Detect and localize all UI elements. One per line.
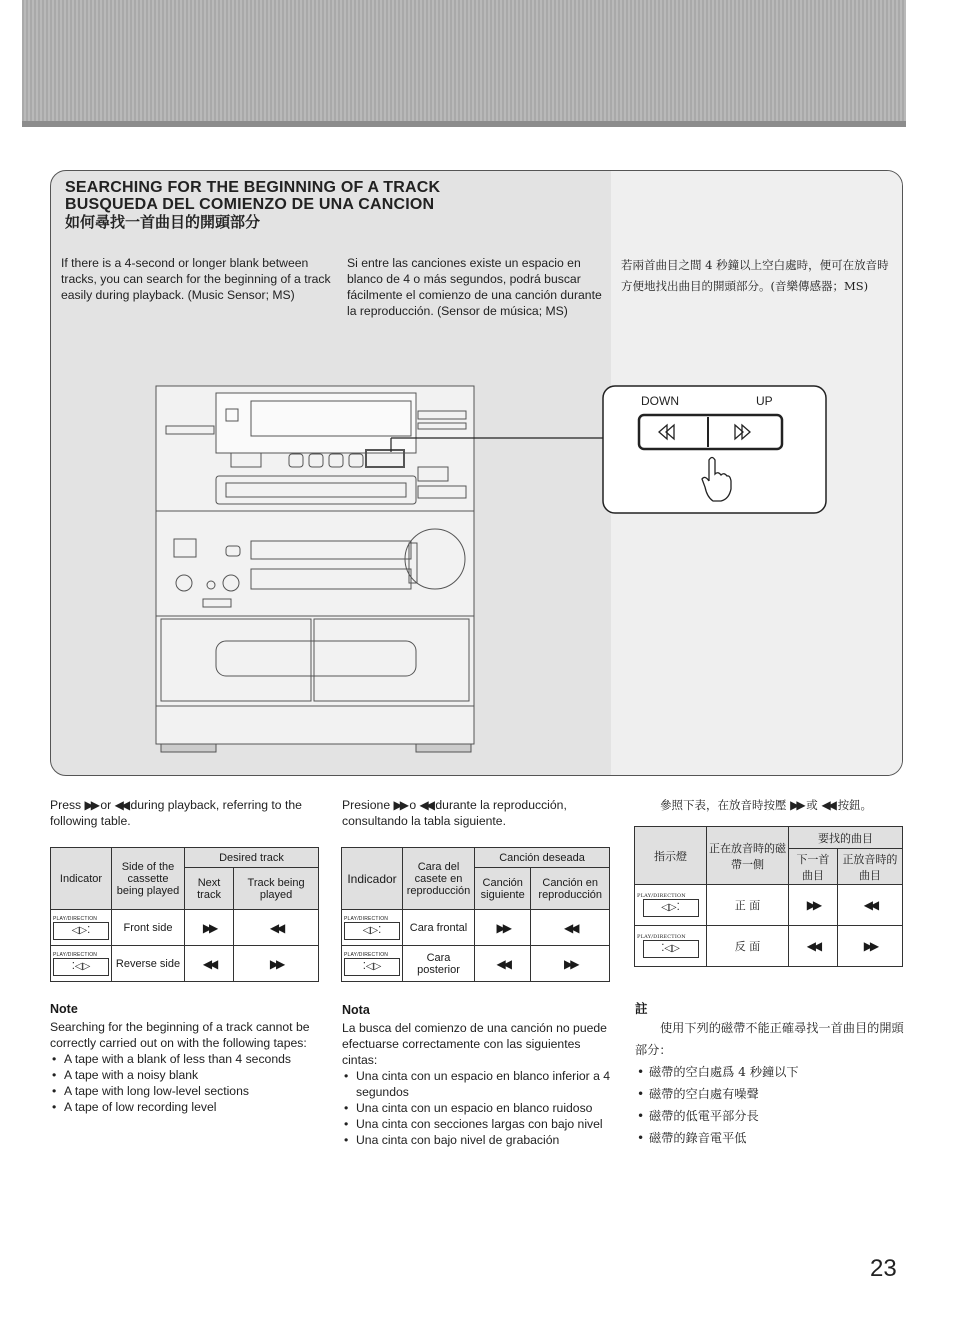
- cell-rew: ◀◀: [185, 946, 234, 982]
- th-desired: Desired track: [185, 848, 319, 868]
- indicator-reverse: [51, 946, 112, 982]
- indicator-front: [51, 910, 112, 946]
- display-panel: [216, 393, 416, 453]
- list-item: • A tape with a noisy blank: [50, 1067, 322, 1083]
- indicator-caption: PLAY/DIRECTION: [53, 915, 98, 922]
- cell-ff: ▶▶: [185, 910, 234, 946]
- th-side: Cara del casete en reproducción: [403, 848, 475, 910]
- note-body-en: [50, 1019, 322, 1115]
- ff-icon: ▶▶: [84, 798, 98, 812]
- instr-es-pre: Presione: [342, 798, 391, 812]
- indicator-caption: PLAY/DIRECTION: [344, 951, 389, 958]
- play-reverse-indicator-icon: ⁚◁▷: [53, 958, 109, 976]
- instr-en-post: during playback, referring to the following table.: [50, 798, 302, 828]
- note-intro-en: Searching for the beginning of a track cannot be correctly carried out on with the following tapes:: [50, 1020, 310, 1050]
- instruction-es: [342, 797, 612, 829]
- note-intro-es: La busca del comienzo de una canción no puede efectuarse correctamente con las siguientes cintas:: [342, 1021, 607, 1067]
- indicator-front: [635, 885, 707, 926]
- note-heading-zh: 註: [635, 1001, 648, 1016]
- row-reverse-side: 反 面: [707, 926, 789, 967]
- ff-icon: ▶▶: [790, 798, 803, 812]
- list-item: • Una cinta con bajo nivel de grabación: [342, 1132, 614, 1148]
- list-item: • 磁帶的空白處爲 4 秒鐘以下: [635, 1061, 907, 1083]
- section-panel: [50, 170, 903, 776]
- cell-ff: ▶▶: [789, 885, 838, 926]
- th-indicator: Indicador: [342, 848, 403, 910]
- th-side: Side of the cassette being played: [112, 848, 185, 910]
- cell-rew: ◀◀: [234, 910, 319, 946]
- title-zh: 如何尋找一首曲目的開頭部分: [65, 213, 261, 231]
- th-next: 下一首曲目: [789, 849, 838, 885]
- instr-zh-post: 按鈕。: [837, 798, 873, 812]
- indicator-front: [342, 910, 403, 946]
- ff-icon: ▶▶: [393, 798, 406, 812]
- table-es: [341, 847, 610, 982]
- indicator-reverse: [342, 946, 403, 982]
- note-list-zh: [635, 1061, 907, 1149]
- intro-en: If there is a 4-second or longer blank between tracks, you can search for the beginning of a track easily during playback. (Music Sensor; MS): [61, 256, 331, 302]
- note-heading-es: Nota: [342, 1003, 370, 1017]
- th-next: Next track: [185, 868, 234, 910]
- page-number: 23: [870, 1255, 897, 1282]
- list-item: • A tape with long low-level sections: [50, 1083, 322, 1099]
- intro-es: Si entre las canciones existe un espacio en blanco de 4 o más segundos, podrá buscar fácilmente el comienzo de una canción durante la reproducción. (Sensor de música; MS): [347, 256, 602, 318]
- th-being: 正放音時的曲目: [837, 849, 902, 885]
- note-body-es: [342, 1020, 614, 1148]
- indicator-caption: PLAY/DIRECTION: [637, 934, 686, 940]
- instr-en-or: or: [100, 798, 112, 812]
- instr-zh-or: 或: [806, 798, 818, 812]
- play-reverse-indicator-icon: ⁚◁▷: [344, 958, 400, 976]
- note-heading-en: Note: [50, 1002, 78, 1016]
- cell-ff: ▶▶: [531, 946, 610, 982]
- list-item: • Una cinta con un espacio en blanco inferior a 4 segundos: [342, 1068, 614, 1100]
- note-list-en: [50, 1051, 322, 1115]
- table-en: [50, 847, 319, 982]
- play-forward-indicator-icon: ◁▷⁚: [53, 922, 109, 940]
- row-front-side: 正 面: [707, 885, 789, 926]
- indicator-caption: PLAY/DIRECTION: [53, 951, 98, 958]
- row-front-side: Front side: [112, 910, 185, 946]
- cell-rew: ◀◀: [475, 946, 531, 982]
- intro-zh: 若兩首曲目之間 4 秒鐘以上空白處時，便可在放音時方便地找出曲目的開頭部分。(音樂傳感器；MS): [621, 258, 889, 293]
- instr-es-post: durante la reproducción, consultando la tabla siguiente.: [342, 798, 567, 828]
- cell-rew: ◀◀: [531, 910, 610, 946]
- th-side: 正在放音時的磁帶一側: [707, 827, 789, 885]
- title-en: SEARCHING FOR THE BEGINNING OF A TRACK: [65, 179, 441, 196]
- th-being: Canción en reproducción: [531, 868, 610, 910]
- cell-ff: ▶▶: [234, 946, 319, 982]
- play-forward-indicator-icon: ◁▷⁚: [643, 899, 699, 917]
- play-forward-indicator-icon: ◁▷⁚: [344, 922, 400, 940]
- indicator-caption: PLAY/DIRECTION: [344, 915, 389, 922]
- rew-icon: ◀◀: [419, 798, 432, 812]
- th-next: Canción siguiente: [475, 868, 531, 910]
- header-band: [22, 0, 906, 127]
- rew-icon: ◀◀: [821, 798, 834, 812]
- list-item: • 磁帶的空白處有噪聲: [635, 1083, 907, 1105]
- list-item: • Una cinta con secciones largas con bajo nivel: [342, 1116, 614, 1132]
- th-desired: Canción deseada: [475, 848, 610, 868]
- cell-rew: ◀◀: [789, 926, 838, 967]
- note-intro-zh: 使用下列的磁帶不能正確尋找一首曲目的開頭部分：: [635, 1021, 904, 1057]
- cell-ff: ▶▶: [837, 926, 902, 967]
- th-being: Track being played: [234, 868, 319, 910]
- list-item: • A tape of low recording level: [50, 1099, 322, 1115]
- th-indicator: Indicator: [51, 848, 112, 910]
- th-indicator: 指示燈: [635, 827, 707, 885]
- table-zh: [634, 826, 903, 967]
- indicator-caption: PLAY/DIRECTION: [637, 893, 686, 899]
- cell-ff: ▶▶: [475, 910, 531, 946]
- row-reverse-side: Cara posterior: [403, 946, 475, 982]
- instr-en-pre: Press: [50, 798, 82, 812]
- cell-rew: ◀◀: [837, 885, 902, 926]
- play-reverse-indicator-icon: ⁚◁▷: [643, 940, 699, 958]
- stereo-diagram: [51, 171, 903, 776]
- title-es: BUSQUEDA DEL COMIENZO DE UNA CANCION: [65, 196, 435, 213]
- row-front-side: Cara frontal: [403, 910, 475, 946]
- list-item: • Una cinta con un espacio en blanco ruidoso: [342, 1100, 614, 1116]
- list-item: • 磁帶的錄音電平低: [635, 1127, 907, 1149]
- up-label: UP: [756, 394, 773, 408]
- row-reverse-side: Reverse side: [112, 946, 185, 982]
- instruction-en: [50, 797, 322, 829]
- instruction-zh: [660, 797, 910, 813]
- down-label: DOWN: [641, 394, 679, 408]
- note-list-es: [342, 1068, 614, 1148]
- instr-es-or: o: [409, 798, 417, 812]
- list-item: • 磁帶的低電平部分長: [635, 1105, 907, 1127]
- list-item: • A tape with a blank of less than 4 seconds: [50, 1051, 322, 1067]
- rew-icon: ◀◀: [114, 798, 128, 812]
- indicator-reverse: [635, 926, 707, 967]
- note-body-zh: [635, 1017, 907, 1149]
- instr-zh-pre: 參照下表，在放音時按壓: [660, 798, 787, 812]
- th-desired: 要找的曲目: [789, 827, 903, 849]
